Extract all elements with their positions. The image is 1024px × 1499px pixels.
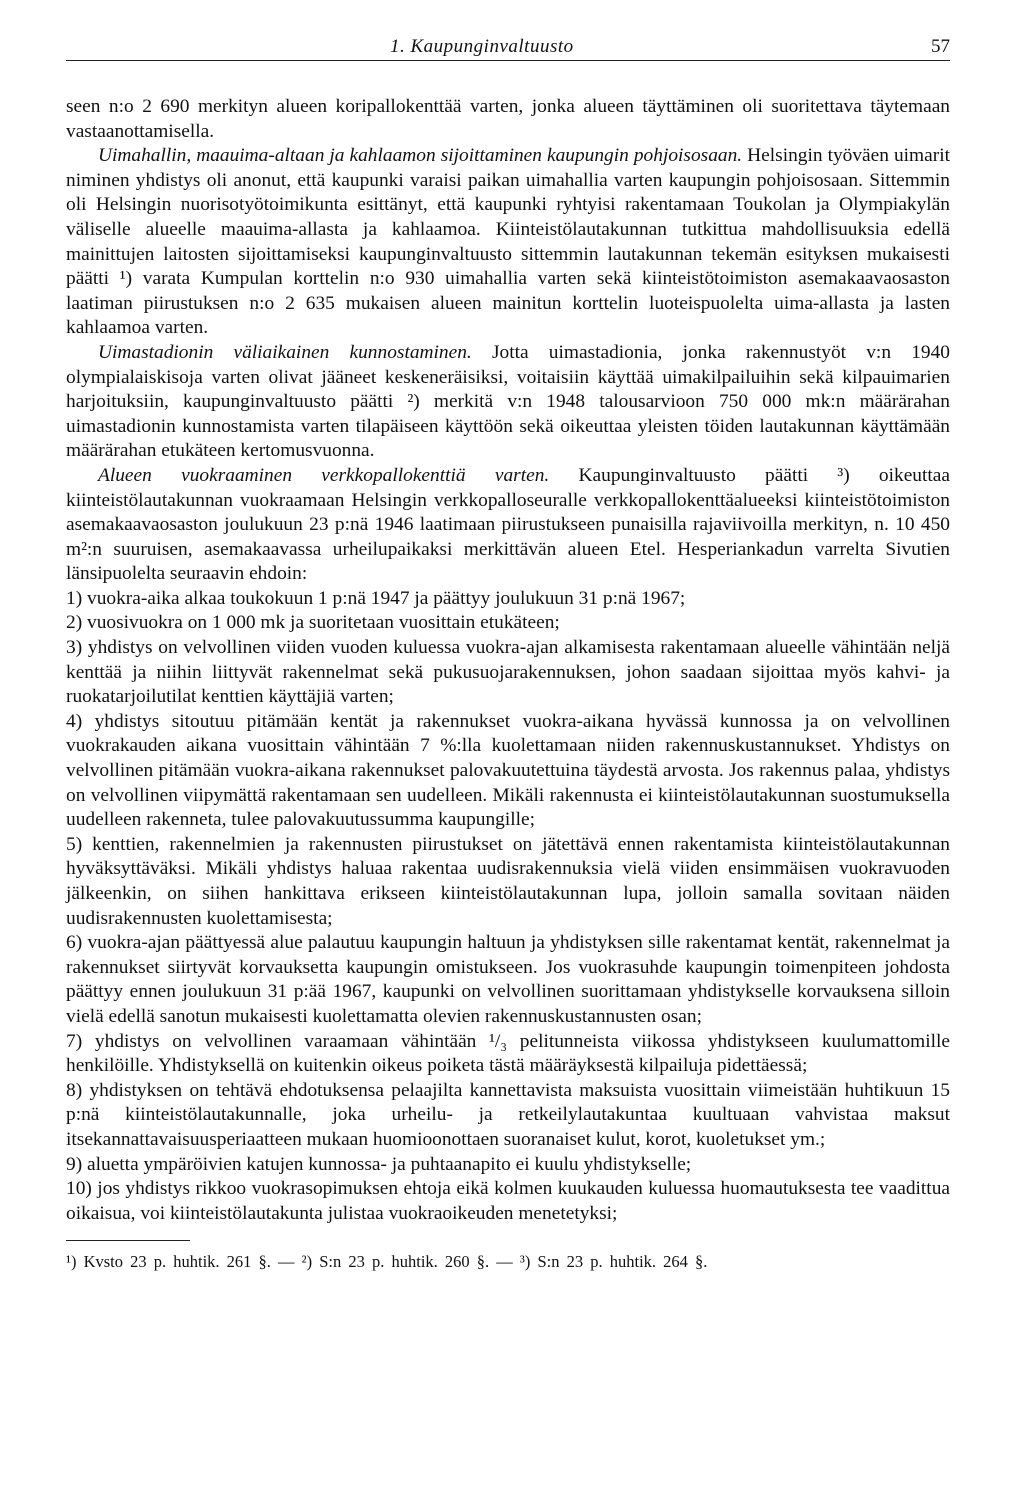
list-item: 7) yhdistys on velvollinen varaamaan vähintään ¹/₃ pelitunneista viikossa yhdistykseen kuulumattomille henkilöille. Yhdistyksellä on kuitenkin oikeus poiketa tästä määräyksestä kilpailuja pidettäessä; bbox=[66, 1030, 950, 1077]
list-item: 3) yhdistys on velvollinen viiden vuoden kuluessa vuokra-ajan alkamisesta rakentamaan alueelle vähintään neljä kenttää ja niihin liittyvät rakennelmat sekä pukusuojarakennuksen, johon saadaan sijoittaa myös kahvi- ja ruokatarjoilutilat kenttien käyttäjiä varten; bbox=[66, 637, 950, 708]
section-heading: Uimahallin, maauima-altaan ja kahlaamon sijoittaminen kaupungin pohjoisosaan. bbox=[98, 145, 743, 167]
running-head bbox=[66, 30, 950, 61]
section-heading: Alueen vuokraaminen verkkopallokenttiä varten. bbox=[98, 464, 550, 486]
document-page bbox=[66, 30, 950, 1273]
lease-conditions-list bbox=[66, 587, 950, 1226]
paragraph-swimming-hall bbox=[66, 144, 950, 341]
paragraph-text: Jotta uimastadionia, jonka rakennustyöt v:n 1940 olympialaiskisoja varten olivat jääneet keskeneräisiksi, voitaisiin käyttää uimakilpailuihin sekä kilpauimarien harjoituksiin, kaupunginvaltuusto päätti ²) merkitä v:n 1948 talousarvioon 750 000 mk:n määrärahan uimastadionin kunnostamista varten tilapäiseen käyttöön sekä oikeuttaa yleisten töiden lautakunnan käyttämään määrärahan etukäteen kertomusvuonna. bbox=[66, 341, 950, 462]
footnotes: ¹) Kvsto 23 p. huhtik. 261 §. — ²) S:n 23 p. huhtik. 260 §. — ³) S:n 23 p. huhtik. 264 §. bbox=[66, 1252, 708, 1272]
paragraph-continuation bbox=[66, 95, 950, 144]
paragraph-text: Kaupunginvaltuusto päätti ³) oikeuttaa kiinteistölautakunnan vuokraamaan Helsingin verkkopalloseuralle verkkopallokenttäalueeksi kiinteistötoimiston asemakaavaosaston joulukuun 23 p:nä 1946 laatimaan piirustukseen punaisilla rajaviivoilla merkityn, n. 10 450 m²:n suuruisen, asemakaavassa urheilupaikaksi merkittävän alueen Etel. Hesperiankadun varrelta Sivutien länsipuolelta seuraavin ehdoin: bbox=[66, 464, 950, 585]
paragraph-tennis-lease bbox=[66, 464, 950, 587]
list-item: 9) aluetta ympäröivien katujen kunnossa- ja puhtaanapito ei kuulu yhdistykselle; bbox=[66, 1153, 692, 1175]
list-item: 10) jos yhdistys rikkoo vuokrasopimuksen ehtoja eikä kolmen kuukauden kuluessa huomautuksesta tee vaadittua oikaisua, voi kiinteistölautakunta julistaa vuokraoikeuden menetetyksi; bbox=[66, 1178, 950, 1224]
paragraph-swimming-stadium bbox=[66, 341, 950, 464]
footnote-divider bbox=[66, 1240, 190, 1241]
list-item: 4) yhdistys sitoutuu pitämään kentät ja rakennukset vuokra-aikana hyvässä kunnossa ja on velvollinen vuokrakauden aikana vuosittain vähintään 7 %:lla kuolettamaan niiden rakennuskustannukset. Yhdistys on velvollinen pitämään vuokra-aikana rakennukset palovakuutettuina täydestä arvosta. Jos rakennus palaa, yhdistys on velvollinen viipymättä rakentamaan sen uudelleen. Mikäli rakennusta ei kiinteistölautakunnan suostumuksella uudelleen rakenneta, tulee palovakuutussumma kaupungille; bbox=[66, 710, 950, 831]
list-item: 2) vuosivuokra on 1 000 mk ja suoritetaan vuosittain etukäteen; bbox=[66, 612, 560, 634]
section-heading: Uimastadionin väliaikainen kunnostaminen. bbox=[98, 341, 472, 363]
chapter-title: 1. Kaupunginvaltuusto bbox=[390, 36, 574, 57]
paragraph-text: seen n:o 2 690 merkityn alueen koripallokenttää varten, jonka alueen täyttäminen oli suoritettava täytemaan vastaanottamisella. bbox=[66, 96, 950, 142]
page-number: 57 bbox=[931, 36, 950, 57]
list-item: 5) kenttien, rakennelmien ja rakennusten piirustukset on jätettävä ennen rakentamista kiinteistölautakunnan hyväksyttäväksi. Mikäli yhdistys haluaa rakentaa uudisrakennuksia vielä viiden ensimmäisen vuokravuoden jälkeenkin, on siihen hankittava erikseen kiinteistölautakunnan lupa, jolloin samalla sovitaan näiden uudisrakennusten kuolettamisesta; bbox=[66, 833, 950, 929]
list-item: 8) yhdistyksen on tehtävä ehdotuksensa pelaajilta kannettavista maksuista vuosittain viimeistään huhtikuun 15 p:nä kiinteistölautakunnalle, joka urheilu- ja retkeilylautakuntaa kuultuaan vahvistaa maksut itsekannattavaisuusperiaatteen mukaan huomioonottaen suoranaiset kulut, korot, kuoletukset ym.; bbox=[66, 1079, 950, 1150]
paragraph-text: Helsingin työväen uimarit niminen yhdistys oli anonut, että kaupunki varaisi paikan uimahallia varten kaupungin pohjoisosaan. Sittemmin oli Helsingin nuorisotyötoimikunta esittänyt, että kaupunki ryhtyisi rakentamaan Toukolan ja Olympiakylän väliselle alueelle maauima-allasta ja kahlaamoa. Kiinteistölautakunnan tutkittua mahdollisuuksia edellä mainittujen laitosten sijoittamiseksi kaupunginvaltuusto sittemmin lautakunnan tekemän esityksen mukaisesti päätti ¹) varata Kumpulan korttelin n:o 930 uimahallia varten sekä kiinteistötoimiston asemakaavaosaston laatiman piirustuksen n:o 2 635 mukaisen alueen mainitun korttelin luoteispuolelta uima-allasta ja lasten kahlaamoa varten. bbox=[66, 145, 950, 339]
body-text bbox=[66, 95, 950, 1226]
list-item: 1) vuokra-aika alkaa toukokuun 1 p:nä 1947 ja päättyy joulukuun 31 p:nä 1967; bbox=[66, 587, 686, 609]
list-item: 6) vuokra-ajan päättyessä alue palautuu kaupungin haltuun ja yhdistyksen sille rakentamat kentät, rakennelmat ja rakennukset siirtyvät korvauksetta kaupungin omistukseen. Jos vuokrasuhde kaupungin toimenpiteen johdosta päättyy ennen joulukuun 31 p:ää 1967, kaupunki on velvollinen suorittamaan yhdistykselle korvauksena silloin vielä edellä sanotun mukaisesti kuolettamatta olevien rakennuskustannusten osan; bbox=[66, 932, 950, 1027]
